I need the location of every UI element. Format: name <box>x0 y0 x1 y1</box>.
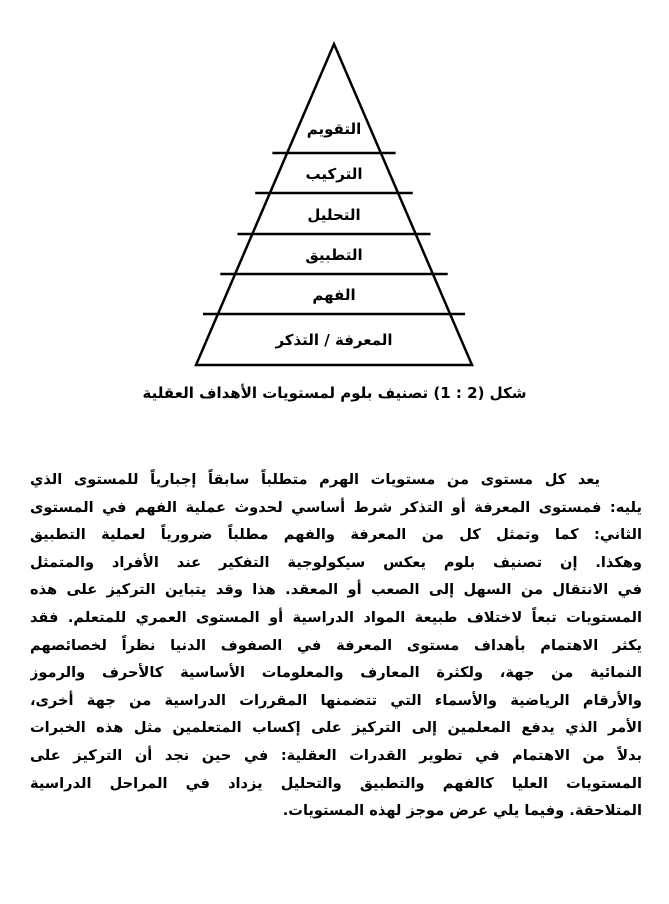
paragraph-line: يكثر الاهتمام بأهداف مستوى المعرفة في الصفوف الدنيا نظراً لخصائصهم <box>30 636 642 654</box>
paragraph-line: وهكذا. إن تصنيف بلوم يعكس سيكولوجية التفكير عند الأفراد والمتمثل <box>30 553 642 571</box>
paragraph-line: النمائية من جهة، ولكثرة المعارف والمعلومات الأساسية كالأحرف والرموز <box>30 664 642 682</box>
paragraph-line: في الانتقال من السهل إلى الصعب أو المعقد. هذا وقد يتباين التركيز على هذه <box>30 581 642 599</box>
level-application: التطبيق <box>305 246 363 264</box>
level-comprehension: الفهم <box>312 286 356 304</box>
paragraph-line: بدلاً من الاهتمام في تطوير القدرات العقلية: في حين نجد أن التركيز على <box>30 746 642 764</box>
paragraph-line: الأمر الذي يدفع المعلمين إلى التركيز على إكساب المتعلمين مثل هذه الخبرات <box>30 719 642 737</box>
paragraph-line: المستويات تبعاً لاختلاف طبيعة المواد الدراسية أو المستوى العمري للمتعلم. فقد <box>30 608 642 626</box>
level-knowledge: المعرفة / التذكر <box>275 331 393 349</box>
paragraph-line: المستويات العليا كالفهم والتطبيق والتحليل يزداد في المراحل الدراسية <box>30 774 642 792</box>
pyramid-diagram <box>0 0 669 380</box>
figure-caption: شكل (2 : 1) تصنيف بلوم لمستويات الأهداف العقلية <box>142 384 527 402</box>
paragraph-line: والأرقام الرياضية والأسماء التي تتضمنها المقررات الدراسية من جهة أخرى، <box>30 691 642 709</box>
pyramid-outline <box>196 44 472 365</box>
level-synthesis: التركيب <box>305 165 363 183</box>
level-analysis: التحليل <box>307 206 361 224</box>
paragraph-line: الثاني: كما وتمثل كل من المعرفة والفهم مطلباً ضرورياً لعملية التطبيق <box>30 526 642 544</box>
body-paragraph <box>30 466 642 825</box>
paragraph-line: يعد كل مستوى من مستويات الهرم متطلباً سابقاً إجبارياً للمستوى الذي <box>30 471 600 488</box>
paragraph-line: يليه: فمستوى المعرفة أو التذكر شرط أساسي لحدوث عملية الفهم في المستوى <box>30 498 642 516</box>
paragraph-line: المتلاحقة. وفيما يلي عرض موجز لهذه المستويات. <box>282 802 642 820</box>
bloom-pyramid-figure <box>0 0 669 430</box>
level-evaluation: التقويم <box>306 120 362 138</box>
